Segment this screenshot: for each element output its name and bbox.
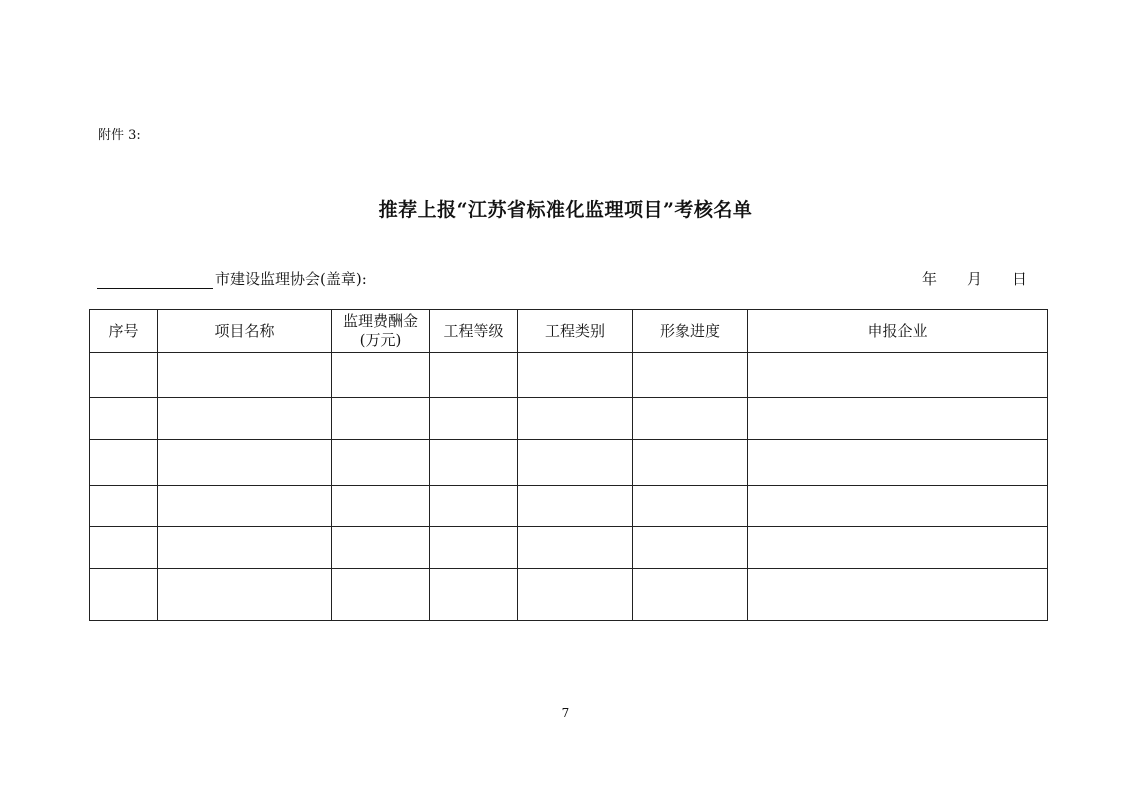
cell-project-category[interactable] [518, 398, 633, 440]
page-number: 7 [561, 706, 570, 720]
date-day: 日 [1011, 270, 1027, 288]
date-line [892, 268, 1027, 289]
cell-project-grade[interactable] [430, 486, 518, 527]
table-row [90, 398, 1048, 440]
attachment-label: 附件 3: [98, 128, 141, 143]
cell-serial-number[interactable] [90, 527, 158, 569]
cell-supervision-fee[interactable] [332, 440, 430, 486]
header-project-grade: 工程等级 [430, 310, 518, 353]
table-row [90, 353, 1048, 398]
table-row [90, 486, 1048, 527]
cell-project-category[interactable] [518, 486, 633, 527]
header-project-category: 工程类别 [518, 310, 633, 353]
cell-serial-number[interactable] [90, 569, 158, 621]
cell-applicant-company[interactable] [748, 353, 1048, 398]
cell-applicant-company[interactable] [748, 398, 1048, 440]
header-progress: 形象进度 [633, 310, 748, 353]
org-line [97, 268, 367, 289]
cell-applicant-company[interactable] [748, 486, 1048, 527]
table-row [90, 569, 1048, 621]
cell-supervision-fee[interactable] [332, 353, 430, 398]
header-project-name: 项目名称 [158, 310, 332, 353]
cell-progress[interactable] [633, 440, 748, 486]
table-row [90, 440, 1048, 486]
cell-supervision-fee[interactable] [332, 527, 430, 569]
header-applicant-company: 申报企业 [748, 310, 1048, 353]
cell-project-grade[interactable] [430, 353, 518, 398]
cell-supervision-fee[interactable] [332, 486, 430, 527]
table-row [90, 527, 1048, 569]
header-supervision-fee-label: 监理费酬金 [342, 312, 418, 330]
cell-project-name[interactable] [158, 398, 332, 440]
date-year: 年 [921, 270, 937, 288]
date-month: 月 [966, 270, 982, 288]
cell-progress[interactable] [633, 527, 748, 569]
cell-project-name[interactable] [158, 569, 332, 621]
cell-project-grade[interactable] [430, 398, 518, 440]
cell-project-category[interactable] [518, 353, 633, 398]
cell-project-grade[interactable] [430, 569, 518, 621]
org-name-blank [97, 271, 213, 289]
table-body [90, 353, 1048, 621]
cell-applicant-company[interactable] [748, 569, 1048, 621]
header-supervision-fee [332, 310, 430, 353]
cell-progress[interactable] [633, 569, 748, 621]
cell-project-name[interactable] [158, 353, 332, 398]
cell-progress[interactable] [633, 353, 748, 398]
cell-progress[interactable] [633, 486, 748, 527]
header-supervision-fee-unit: (万元) [359, 331, 402, 349]
cell-supervision-fee[interactable] [332, 569, 430, 621]
cell-project-grade[interactable] [430, 440, 518, 486]
review-table [89, 309, 1048, 621]
cell-applicant-company[interactable] [748, 527, 1048, 569]
cell-project-category[interactable] [518, 440, 633, 486]
document-title-text: 推荐上报“江苏省标准化监理项目”考核名单 [378, 199, 753, 221]
header-serial-number: 序号 [90, 310, 158, 353]
document-title [0, 195, 1131, 222]
cell-project-category[interactable] [518, 569, 633, 621]
cell-project-name[interactable] [158, 486, 332, 527]
org-line-suffix: 市建设监理协会(盖章): [215, 270, 367, 288]
cell-project-category[interactable] [518, 527, 633, 569]
cell-project-name[interactable] [158, 527, 332, 569]
cell-supervision-fee[interactable] [332, 398, 430, 440]
cell-project-grade[interactable] [430, 527, 518, 569]
cell-serial-number[interactable] [90, 486, 158, 527]
cell-serial-number[interactable] [90, 440, 158, 486]
cell-serial-number[interactable] [90, 353, 158, 398]
cell-applicant-company[interactable] [748, 440, 1048, 486]
table-header-row [90, 310, 1048, 353]
cell-progress[interactable] [633, 398, 748, 440]
cell-serial-number[interactable] [90, 398, 158, 440]
cell-project-name[interactable] [158, 440, 332, 486]
